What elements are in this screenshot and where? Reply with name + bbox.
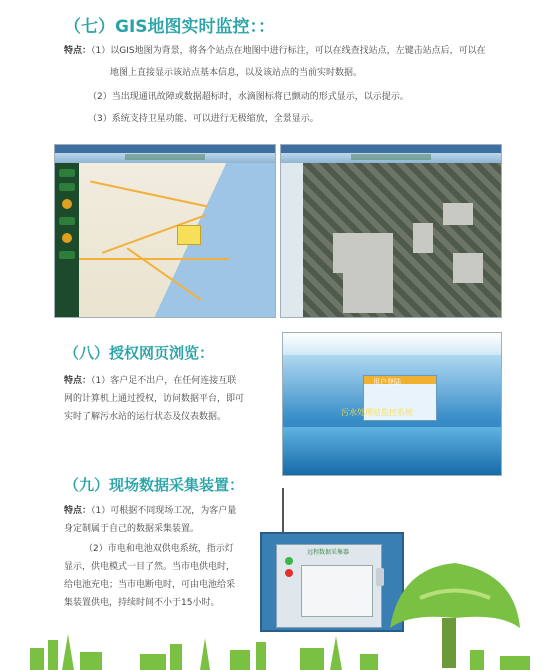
section7-p1a: （1）以GIS地图为背景，将各个站点在地图中进行标注，可以在线查找站点，左键击站点后，可以在 <box>91 46 486 56</box>
section9-line1 <box>64 504 236 518</box>
section8-l2: 网的计算机上通过授权，访问数据平台，即可 <box>64 394 245 404</box>
satellite-map-screenshot <box>280 144 502 318</box>
section7-p2: （2）当出现通讯故障或数据超标时，水滴图标将已颤动的形式显示，以示提示。 <box>88 92 409 102</box>
section8-l3: 实时了解污水站的运行状态及仪表数据。 <box>64 412 227 422</box>
section9-label: 特点： <box>64 506 92 516</box>
section7-label: 特点： <box>64 46 92 56</box>
window-banner <box>55 153 275 163</box>
device-antenna <box>282 488 284 534</box>
red-indicator-icon <box>285 569 293 577</box>
section8-label: 特点： <box>64 376 92 386</box>
section9-l3: （2）市电和电池双供电系统，指示灯 <box>84 544 234 554</box>
section8-heading: （八）授权网页浏览： <box>64 344 215 362</box>
section9-l4: 显示，供电模式一目了然。当市电供电时， <box>64 562 236 572</box>
window-titlebar <box>55 145 275 153</box>
section9-l1: （1）可根据不同现场工况，为客户量 <box>91 506 237 516</box>
section9-heading: （九）现场数据采集装置： <box>64 476 245 494</box>
window-banner <box>281 153 501 163</box>
section7-p1b: 地图上直接显示该站点基本信息，以及该站点的当前实时数据。 <box>110 68 363 78</box>
login-wave <box>283 427 501 475</box>
window-titlebar <box>281 145 501 153</box>
station-info-popup <box>177 225 201 245</box>
section7-heading: （七）GIS地图实时监控：： <box>64 17 276 37</box>
login-header <box>283 333 501 355</box>
device-title: 远程数据采集器 <box>307 549 350 556</box>
section9-l2: 身定制属于自己的数据采集装置。 <box>64 524 200 534</box>
section7-p3: （3）系统支持卫星功能、可以进行无极缩放，全景显示。 <box>88 114 319 124</box>
login-dialog-title: 用户登陆 <box>373 378 401 386</box>
section9-l6: 集装置供电，持续时间不小于15小时。 <box>64 598 220 608</box>
web-login-screenshot <box>282 332 502 476</box>
green-indicator-icon <box>285 557 293 565</box>
street-map <box>79 163 275 317</box>
wiring-diagram <box>301 565 373 617</box>
section7-paragraph1 <box>64 44 486 58</box>
section9-l5: 给电池充电；当市电断电时，可由电池给采 <box>64 580 236 590</box>
section8-l1: （1）客户足不出户，在任何连接互联 <box>91 376 237 386</box>
gis-map-screenshot <box>54 144 276 318</box>
station-sidebar <box>55 163 79 317</box>
device-panel <box>276 544 382 628</box>
satellite-view <box>303 163 501 317</box>
login-slogan: 污水处理站监控系统 <box>341 408 413 417</box>
city-skyline-icon <box>0 630 550 670</box>
section8-line1 <box>64 374 236 388</box>
